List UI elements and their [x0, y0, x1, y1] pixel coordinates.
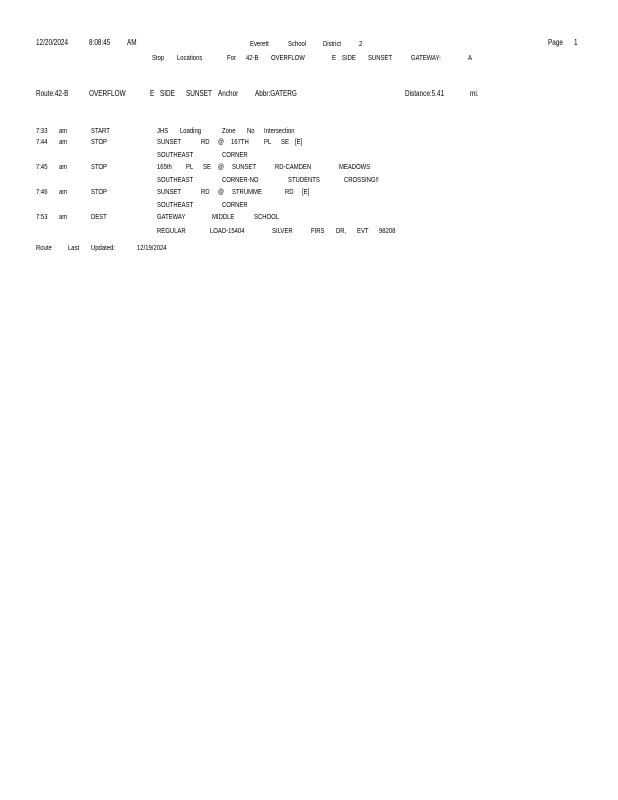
subtitle-word: Stop [152, 53, 165, 62]
stop-desc-word: 165th [157, 162, 172, 171]
stop-desc-word: SOUTHEAST [157, 200, 194, 209]
stop-type: STOP [91, 137, 107, 146]
report-date: 12/20/2024 [36, 38, 69, 47]
stop-desc-word: Zone [222, 126, 236, 135]
stop-desc-word: @ [218, 162, 225, 171]
stop-desc-word: GATEWAY [157, 212, 186, 221]
route-abbr: Abbr:GATERG [255, 89, 297, 98]
stop-desc-word: @ [218, 137, 225, 146]
route-name-word: SIDE [160, 89, 175, 98]
district-word: School [288, 39, 307, 48]
stop-desc-word: JHS [157, 126, 169, 135]
district-word: District [323, 39, 342, 48]
stop-desc-word: STUDENTS [288, 175, 320, 184]
route-distance-unit: mi. [470, 89, 479, 98]
route-name-word: Anchor [218, 89, 239, 98]
subtitle-word: OVERFLOW [271, 53, 305, 62]
route-name-word: OVERFLOW [89, 89, 126, 98]
route-label: Route:42-B [36, 89, 69, 98]
footer-word: Last [68, 243, 80, 252]
stop-desc-word: SILVER [272, 226, 293, 235]
stop-desc-word: REGULAR [157, 226, 186, 235]
stop-ampm: am [59, 137, 68, 146]
stop-ampm: am [59, 212, 68, 221]
stop-desc-word: RD [285, 187, 294, 196]
stop-type: START [91, 126, 110, 135]
route-distance: Distance:5.41 [405, 89, 445, 98]
stop-time: 7:46 [36, 187, 48, 196]
stop-time: 7:44 [36, 137, 48, 146]
footer-last-updated-date: 12/19/2024 [137, 243, 167, 252]
district-word: 2 [359, 39, 363, 48]
stop-time: 7:53 [36, 212, 48, 221]
report-time: 8:08:45 [89, 38, 111, 47]
stop-desc-word: CORNER [222, 150, 248, 159]
subtitle-word: A [468, 53, 472, 62]
report-ampm: AM [127, 38, 137, 47]
stop-desc-word: SE [203, 162, 211, 171]
stop-desc-word: SUNSET [157, 137, 181, 146]
stop-desc-word: FIRS [311, 226, 325, 235]
stop-desc-word: [E] [302, 187, 310, 196]
stop-desc-word: [E] [295, 137, 303, 146]
stop-desc-word: LOAD-15404 [210, 226, 245, 235]
stop-desc-word: SE [281, 137, 289, 146]
stop-desc-word: @ [218, 187, 225, 196]
district-word: Everett [250, 39, 269, 48]
stop-desc-word: RD [201, 137, 210, 146]
stop-desc-word: Intersection [264, 126, 295, 135]
stop-desc-word: MEADOWS [339, 162, 371, 171]
footer-word: Route [36, 243, 52, 252]
page-label: Page [548, 38, 563, 47]
stop-desc-word: SUNSET [232, 162, 256, 171]
stop-desc-word: 98208 [379, 226, 396, 235]
subtitle-word: Locations [177, 53, 203, 62]
stop-type: STOP [91, 162, 107, 171]
stop-desc-word: CROSSING!! [344, 175, 379, 184]
subtitle-word: 42-B [246, 53, 259, 62]
stop-desc-word: PL [264, 137, 272, 146]
stop-desc-word: MIDDLE [212, 212, 235, 221]
stop-type: DEST [91, 212, 107, 221]
stop-desc-word: CORNER-NO [222, 175, 259, 184]
subtitle-word: SIDE [342, 53, 356, 62]
stop-ampm: am [59, 187, 68, 196]
stop-desc-word: SCHOOL [254, 212, 279, 221]
subtitle-word: For [227, 53, 236, 62]
stop-desc-word: RD [201, 187, 210, 196]
stop-desc-word: CORNER [222, 200, 248, 209]
stop-desc-word: Loading [180, 126, 202, 135]
route-name-word: SUNSET [186, 89, 212, 98]
stop-desc-word: No [247, 126, 255, 135]
stop-type: STOP [91, 187, 107, 196]
stop-desc-word: RD-CAMDEN [275, 162, 312, 171]
footer-word: Updated: [91, 243, 115, 252]
stop-desc-word: SOUTHEAST [157, 175, 194, 184]
stop-desc-word: DR, [336, 226, 347, 235]
stop-desc-word: PL [186, 162, 194, 171]
stop-ampm: am [59, 126, 68, 135]
stop-desc-word: EVT [357, 226, 369, 235]
stop-ampm: am [59, 162, 68, 171]
route-name-word: E [150, 89, 155, 98]
stop-time: 7:45 [36, 162, 48, 171]
subtitle-word: SUNSET [368, 53, 392, 62]
stop-desc-word: SOUTHEAST [157, 150, 194, 159]
stop-time: 7:33 [36, 126, 48, 135]
stop-desc-word: SUNSET [157, 187, 181, 196]
page-number: 1 [574, 38, 578, 47]
subtitle-word: GATEWAY- [411, 53, 441, 62]
subtitle-word: E [332, 53, 336, 62]
stop-desc-word: STRUMME [232, 187, 262, 196]
stop-desc-word: 167TH [231, 137, 249, 146]
